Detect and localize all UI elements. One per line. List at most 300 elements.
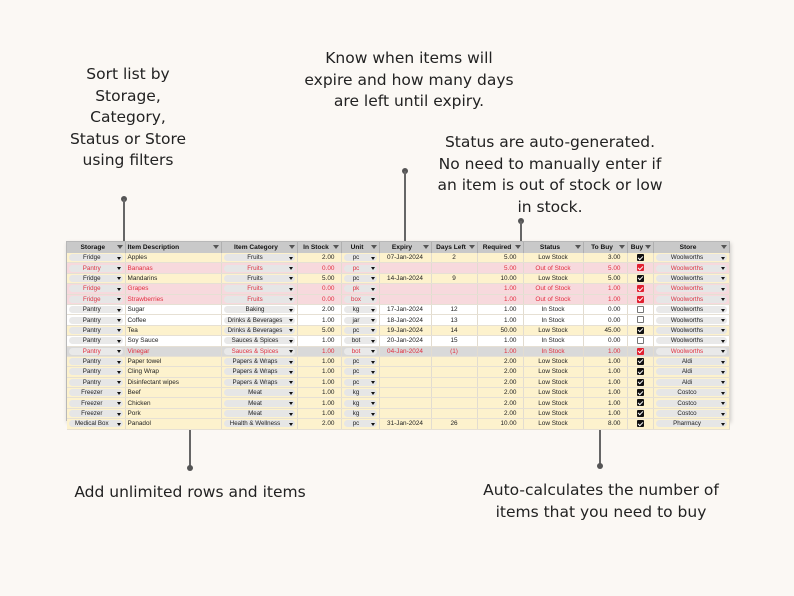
in-stock-cell[interactable]: 1.00 bbox=[297, 315, 341, 325]
item-description-cell[interactable]: Panadol bbox=[125, 419, 221, 429]
callout-line: using filters bbox=[82, 151, 174, 169]
category-select[interactable] bbox=[224, 296, 295, 303]
category-select[interactable] bbox=[224, 389, 295, 396]
required-cell[interactable]: 2.00 bbox=[477, 388, 523, 398]
in-stock-cell[interactable]: 1.00 bbox=[297, 388, 341, 398]
table-row bbox=[67, 398, 729, 408]
item-description-cell[interactable]: Vinegar bbox=[125, 346, 221, 356]
buy-checkbox[interactable] bbox=[637, 410, 644, 417]
required-cell[interactable]: 1.00 bbox=[477, 284, 523, 294]
buy-checkbox[interactable] bbox=[637, 348, 644, 355]
category-select[interactable] bbox=[224, 358, 295, 365]
item-description-cell[interactable]: Beef bbox=[125, 388, 221, 398]
required-cell[interactable]: 1.00 bbox=[477, 315, 523, 325]
status-cell[interactable]: Low Stock bbox=[523, 273, 583, 283]
store-select[interactable] bbox=[656, 400, 727, 407]
item-description-cell[interactable]: Mandarins bbox=[125, 273, 221, 283]
required-cell[interactable]: 2.00 bbox=[477, 367, 523, 377]
category-select-value: Fruits bbox=[247, 295, 263, 303]
required-cell[interactable]: 2.00 bbox=[477, 408, 523, 418]
storage-cell bbox=[67, 315, 125, 325]
callout-line: items that you need to buy bbox=[495, 502, 707, 521]
storage-select[interactable] bbox=[69, 275, 123, 282]
callout-unlimited-rows bbox=[40, 482, 340, 504]
store-select-value: Costco bbox=[677, 399, 697, 407]
table-row bbox=[67, 284, 729, 294]
category-select[interactable] bbox=[224, 265, 295, 272]
category-select[interactable] bbox=[224, 379, 295, 386]
dropdown-arrow-icon bbox=[721, 413, 725, 416]
to-buy-cell[interactable]: 1.00 bbox=[583, 367, 627, 377]
expiry-cell[interactable]: 17-Jan-2024 bbox=[379, 304, 431, 314]
store-select[interactable] bbox=[656, 337, 727, 344]
filter-dropdown-icon[interactable] bbox=[469, 245, 475, 249]
category-select[interactable] bbox=[224, 275, 295, 282]
callout-expiry bbox=[294, 48, 524, 113]
to-buy-cell[interactable]: 5.00 bbox=[583, 263, 627, 273]
buy-checkbox[interactable] bbox=[637, 285, 644, 292]
category-select[interactable] bbox=[224, 285, 295, 292]
storage-select[interactable] bbox=[69, 368, 123, 375]
category-select[interactable] bbox=[224, 327, 295, 334]
store-select[interactable] bbox=[656, 296, 727, 303]
store-select[interactable] bbox=[656, 389, 727, 396]
days-left-cell[interactable] bbox=[431, 294, 477, 304]
expiry-cell[interactable] bbox=[379, 294, 431, 304]
table-row bbox=[67, 419, 729, 429]
buy-checkbox[interactable] bbox=[637, 327, 644, 334]
dropdown-arrow-icon bbox=[721, 371, 725, 374]
expiry-cell[interactable]: 07-Jan-2024 bbox=[379, 253, 431, 263]
store-select-value: Costco bbox=[677, 410, 697, 418]
status-cell[interactable]: In Stock bbox=[523, 346, 583, 356]
category-select[interactable] bbox=[224, 306, 295, 313]
store-cell bbox=[653, 346, 729, 356]
unit-select[interactable] bbox=[344, 337, 377, 344]
filter-dropdown-icon[interactable] bbox=[645, 245, 651, 249]
storage-select[interactable] bbox=[69, 254, 123, 261]
item-description-cell[interactable]: Sugar bbox=[125, 304, 221, 314]
store-select[interactable] bbox=[656, 420, 727, 427]
buy-checkbox[interactable] bbox=[637, 379, 644, 386]
expiry-cell[interactable] bbox=[379, 284, 431, 294]
unit-select[interactable] bbox=[344, 254, 377, 261]
to-buy-cell[interactable]: 1.00 bbox=[583, 398, 627, 408]
dropdown-arrow-icon bbox=[721, 350, 725, 353]
dropdown-arrow-icon bbox=[371, 288, 375, 291]
unit-select[interactable] bbox=[344, 368, 377, 375]
to-buy-cell[interactable]: 1.00 bbox=[583, 346, 627, 356]
item-description-cell[interactable]: Cling Wrap bbox=[125, 367, 221, 377]
item-description-cell[interactable]: Chicken bbox=[125, 398, 221, 408]
column-header-label: Required bbox=[482, 244, 512, 251]
required-cell[interactable]: 1.00 bbox=[477, 346, 523, 356]
in-stock-cell[interactable]: 1.00 bbox=[297, 356, 341, 366]
required-cell[interactable]: 1.00 bbox=[477, 336, 523, 346]
to-buy-cell[interactable]: 1.00 bbox=[583, 284, 627, 294]
to-buy-cell[interactable]: 0.00 bbox=[583, 336, 627, 346]
buy-checkbox[interactable] bbox=[637, 358, 644, 365]
column-header-label: Storage bbox=[80, 244, 106, 251]
to-buy-cell[interactable]: 0.00 bbox=[583, 304, 627, 314]
item-description-cell[interactable]: Apples bbox=[125, 253, 221, 263]
filter-dropdown-icon[interactable] bbox=[575, 245, 581, 249]
table-row bbox=[67, 273, 729, 283]
status-cell[interactable]: Low Stock bbox=[523, 377, 583, 387]
category-select[interactable] bbox=[224, 317, 295, 324]
required-cell[interactable]: 1.00 bbox=[477, 294, 523, 304]
buy-cell bbox=[627, 294, 653, 304]
storage-select[interactable] bbox=[69, 285, 123, 292]
status-cell[interactable]: In Stock bbox=[523, 304, 583, 314]
buy-cell bbox=[627, 398, 653, 408]
item-description-cell[interactable]: Pork bbox=[125, 408, 221, 418]
expiry-cell[interactable]: 20-Jan-2024 bbox=[379, 336, 431, 346]
status-cell[interactable]: Low Stock bbox=[523, 398, 583, 408]
store-select[interactable] bbox=[656, 275, 727, 282]
in-stock-cell[interactable]: 1.00 bbox=[297, 398, 341, 408]
unit-cell bbox=[341, 315, 379, 325]
store-cell bbox=[653, 263, 729, 273]
store-select[interactable] bbox=[656, 265, 727, 272]
dropdown-arrow-icon bbox=[371, 361, 375, 364]
expiry-cell[interactable]: 31-Jan-2024 bbox=[379, 419, 431, 429]
to-buy-cell[interactable]: 8.00 bbox=[583, 419, 627, 429]
storage-select[interactable] bbox=[69, 358, 123, 365]
category-cell bbox=[221, 263, 297, 273]
required-cell[interactable]: 1.00 bbox=[477, 304, 523, 314]
days-left-cell[interactable] bbox=[431, 388, 477, 398]
store-select-value: Woolworths bbox=[670, 285, 704, 293]
in-stock-cell[interactable]: 1.00 bbox=[297, 336, 341, 346]
days-left-cell[interactable]: 14 bbox=[431, 325, 477, 335]
unit-cell bbox=[341, 356, 379, 366]
required-cell[interactable]: 5.00 bbox=[477, 253, 523, 263]
required-cell[interactable]: 10.00 bbox=[477, 419, 523, 429]
status-cell[interactable]: Out of Stock bbox=[523, 284, 583, 294]
storage-select[interactable] bbox=[69, 389, 123, 396]
buy-checkbox[interactable] bbox=[637, 264, 644, 271]
filter-dropdown-icon[interactable] bbox=[423, 245, 429, 249]
required-cell[interactable]: 2.00 bbox=[477, 377, 523, 387]
days-left-cell[interactable]: 2 bbox=[431, 253, 477, 263]
status-cell[interactable]: Low Stock bbox=[523, 408, 583, 418]
buy-checkbox[interactable] bbox=[637, 316, 644, 323]
category-select-value: Drinks & Beverages bbox=[227, 316, 283, 324]
storage-select[interactable] bbox=[69, 265, 123, 272]
dropdown-arrow-icon bbox=[721, 309, 725, 312]
column-header-label: Unit bbox=[350, 244, 364, 251]
buy-checkbox[interactable] bbox=[637, 296, 644, 303]
unit-select[interactable] bbox=[344, 358, 377, 365]
in-stock-cell[interactable]: 0.00 bbox=[297, 284, 341, 294]
storage-select[interactable] bbox=[69, 296, 123, 303]
column-header-label: Days Left bbox=[436, 244, 466, 251]
unit-select[interactable] bbox=[344, 296, 377, 303]
unit-cell bbox=[341, 336, 379, 346]
store-select[interactable] bbox=[656, 285, 727, 292]
item-description-cell[interactable]: Coffee bbox=[125, 315, 221, 325]
in-stock-cell[interactable]: 0.00 bbox=[297, 263, 341, 273]
expiry-cell[interactable] bbox=[379, 263, 431, 273]
category-select-value: Papers & Wraps bbox=[232, 368, 278, 376]
status-cell[interactable]: Out of Stock bbox=[523, 294, 583, 304]
to-buy-cell[interactable]: 1.00 bbox=[583, 408, 627, 418]
status-cell[interactable]: Low Stock bbox=[523, 253, 583, 263]
days-left-cell[interactable]: 15 bbox=[431, 336, 477, 346]
unit-select-value: bot bbox=[351, 337, 361, 345]
to-buy-cell[interactable]: 1.00 bbox=[583, 356, 627, 366]
store-cell bbox=[653, 377, 729, 387]
to-buy-cell[interactable]: 45.00 bbox=[583, 325, 627, 335]
store-select[interactable] bbox=[656, 379, 727, 386]
filter-dropdown-icon[interactable] bbox=[371, 245, 377, 249]
item-description-cell[interactable]: Soy Sauce bbox=[125, 336, 221, 346]
store-select-value: Woolworths bbox=[670, 326, 704, 334]
category-select[interactable] bbox=[224, 400, 295, 407]
store-select[interactable] bbox=[656, 410, 727, 417]
category-select[interactable] bbox=[224, 348, 295, 355]
storage-select[interactable] bbox=[69, 306, 123, 313]
store-cell bbox=[653, 398, 729, 408]
category-select-value: Fruits bbox=[247, 264, 263, 272]
in-stock-cell[interactable]: 2.00 bbox=[297, 304, 341, 314]
days-left-cell[interactable] bbox=[431, 408, 477, 418]
store-select[interactable] bbox=[656, 348, 727, 355]
dropdown-arrow-icon bbox=[117, 340, 121, 343]
storage-select[interactable] bbox=[69, 317, 123, 324]
storage-select-value: Pantry bbox=[82, 358, 101, 366]
store-select[interactable] bbox=[656, 306, 727, 313]
to-buy-cell[interactable]: 5.00 bbox=[583, 273, 627, 283]
category-select[interactable] bbox=[224, 368, 295, 375]
storage-cell bbox=[67, 253, 125, 263]
store-cell bbox=[653, 253, 729, 263]
filter-dropdown-icon[interactable] bbox=[117, 245, 123, 249]
expiry-cell[interactable] bbox=[379, 377, 431, 387]
status-cell[interactable]: Low Stock bbox=[523, 388, 583, 398]
column-header bbox=[341, 242, 379, 253]
in-stock-cell[interactable]: 5.00 bbox=[297, 325, 341, 335]
item-description-cell[interactable]: Paper towel bbox=[125, 356, 221, 366]
unit-select-value: bot bbox=[351, 347, 361, 355]
column-header-label: Store bbox=[679, 244, 697, 251]
expiry-cell[interactable] bbox=[379, 356, 431, 366]
column-header bbox=[583, 242, 627, 253]
dropdown-arrow-icon bbox=[289, 257, 293, 260]
filter-dropdown-icon[interactable] bbox=[619, 245, 625, 249]
days-left-cell[interactable] bbox=[431, 398, 477, 408]
unit-select[interactable] bbox=[344, 400, 377, 407]
buy-checkbox[interactable] bbox=[637, 389, 644, 396]
required-cell[interactable]: 2.00 bbox=[477, 356, 523, 366]
connector-dot-rows-bottom bbox=[187, 465, 193, 471]
expiry-cell[interactable] bbox=[379, 388, 431, 398]
dropdown-arrow-icon bbox=[371, 329, 375, 332]
store-select[interactable] bbox=[656, 368, 727, 375]
in-stock-cell[interactable]: 1.00 bbox=[297, 346, 341, 356]
expiry-cell[interactable] bbox=[379, 367, 431, 377]
expiry-cell[interactable]: 18-Jan-2024 bbox=[379, 315, 431, 325]
in-stock-cell[interactable]: 5.00 bbox=[297, 273, 341, 283]
dropdown-arrow-icon bbox=[117, 257, 121, 260]
buy-cell bbox=[627, 315, 653, 325]
days-left-cell[interactable]: 12 bbox=[431, 304, 477, 314]
column-header-label: Buy bbox=[630, 244, 644, 251]
dropdown-arrow-icon bbox=[117, 402, 121, 405]
callout-line: Storage, bbox=[95, 86, 161, 105]
item-description-cell[interactable]: Bananas bbox=[125, 263, 221, 273]
unit-select-value: pc bbox=[352, 358, 360, 366]
category-select[interactable] bbox=[224, 410, 295, 417]
buy-checkbox[interactable] bbox=[637, 337, 644, 344]
table-row bbox=[67, 377, 729, 387]
buy-cell bbox=[627, 304, 653, 314]
buy-checkbox[interactable] bbox=[637, 254, 644, 261]
days-left-cell[interactable] bbox=[431, 284, 477, 294]
category-cell bbox=[221, 304, 297, 314]
in-stock-cell[interactable]: 1.00 bbox=[297, 377, 341, 387]
storage-select[interactable] bbox=[69, 337, 123, 344]
category-select-value: Fruits bbox=[247, 254, 263, 262]
storage-cell bbox=[67, 367, 125, 377]
dropdown-arrow-icon bbox=[289, 267, 293, 270]
required-cell[interactable]: 50.00 bbox=[477, 325, 523, 335]
callout-line: an item is out of stock or low bbox=[437, 176, 663, 194]
column-header bbox=[297, 242, 341, 253]
store-select-value: Woolworths bbox=[670, 264, 704, 272]
item-description-cell[interactable]: Tea bbox=[125, 325, 221, 335]
store-select[interactable] bbox=[656, 358, 727, 365]
status-cell[interactable]: Low Stock bbox=[523, 367, 583, 377]
buy-checkbox[interactable] bbox=[637, 306, 644, 313]
unit-select[interactable] bbox=[344, 317, 377, 324]
expiry-cell[interactable]: 19-Jan-2024 bbox=[379, 325, 431, 335]
filter-dropdown-icon[interactable] bbox=[289, 245, 295, 249]
expiry-cell[interactable] bbox=[379, 408, 431, 418]
unit-select[interactable] bbox=[344, 379, 377, 386]
days-left-cell[interactable] bbox=[431, 367, 477, 377]
status-cell[interactable]: Low Stock bbox=[523, 356, 583, 366]
storage-cell bbox=[67, 336, 125, 346]
dropdown-arrow-icon bbox=[289, 371, 293, 374]
to-buy-cell[interactable]: 0.00 bbox=[583, 315, 627, 325]
required-cell[interactable]: 5.00 bbox=[477, 263, 523, 273]
storage-select[interactable] bbox=[69, 379, 123, 386]
to-buy-cell[interactable]: 1.00 bbox=[583, 294, 627, 304]
storage-select-value: Pantry bbox=[82, 264, 101, 272]
buy-checkbox[interactable] bbox=[637, 368, 644, 375]
expiry-cell[interactable]: 04-Jan-2024 bbox=[379, 346, 431, 356]
unit-select[interactable] bbox=[344, 285, 377, 292]
item-description-cell[interactable]: Disinfectant wipes bbox=[125, 377, 221, 387]
days-left-cell[interactable]: 13 bbox=[431, 315, 477, 325]
store-select[interactable] bbox=[656, 317, 727, 324]
unit-select[interactable] bbox=[344, 420, 377, 427]
in-stock-cell[interactable]: 1.00 bbox=[297, 408, 341, 418]
store-select[interactable] bbox=[656, 254, 727, 261]
category-select[interactable] bbox=[224, 254, 295, 261]
storage-select[interactable] bbox=[69, 420, 123, 427]
item-description-cell[interactable]: Grapes bbox=[125, 284, 221, 294]
filter-dropdown-icon[interactable] bbox=[515, 245, 521, 249]
category-select[interactable] bbox=[224, 420, 295, 427]
expiry-cell[interactable]: 14-Jan-2024 bbox=[379, 273, 431, 283]
days-left-cell[interactable] bbox=[431, 377, 477, 387]
days-left-cell[interactable]: (1) bbox=[431, 346, 477, 356]
store-select-value: Aldi bbox=[681, 358, 693, 366]
required-cell[interactable]: 10.00 bbox=[477, 273, 523, 283]
unit-select[interactable] bbox=[344, 389, 377, 396]
unit-select[interactable] bbox=[344, 275, 377, 282]
filter-dropdown-icon[interactable] bbox=[333, 245, 339, 249]
days-left-cell[interactable]: 26 bbox=[431, 419, 477, 429]
category-select-value: Fruits bbox=[247, 274, 263, 282]
table-row bbox=[67, 408, 729, 418]
dropdown-arrow-icon bbox=[371, 402, 375, 405]
buy-checkbox[interactable] bbox=[637, 399, 644, 406]
unit-select[interactable] bbox=[344, 306, 377, 313]
unit-select[interactable] bbox=[344, 410, 377, 417]
dropdown-arrow-icon bbox=[721, 298, 725, 301]
status-cell[interactable]: Out of Stock bbox=[523, 263, 583, 273]
store-select[interactable] bbox=[656, 327, 727, 334]
dropdown-arrow-icon bbox=[117, 298, 121, 301]
storage-select[interactable] bbox=[69, 410, 123, 417]
in-stock-cell[interactable]: 0.00 bbox=[297, 294, 341, 304]
filter-dropdown-icon[interactable] bbox=[721, 245, 727, 249]
to-buy-cell[interactable]: 1.00 bbox=[583, 377, 627, 387]
in-stock-cell[interactable]: 1.00 bbox=[297, 367, 341, 377]
buy-cell bbox=[627, 284, 653, 294]
buy-checkbox[interactable] bbox=[637, 275, 644, 282]
status-cell[interactable]: In Stock bbox=[523, 336, 583, 346]
status-cell[interactable]: Low Stock bbox=[523, 325, 583, 335]
storage-cell bbox=[67, 263, 125, 273]
days-left-cell[interactable] bbox=[431, 263, 477, 273]
storage-select[interactable] bbox=[69, 348, 123, 355]
storage-select[interactable] bbox=[69, 327, 123, 334]
store-cell bbox=[653, 273, 729, 283]
callout-line: Status or Store bbox=[69, 129, 187, 148]
expiry-cell[interactable] bbox=[379, 398, 431, 408]
column-header bbox=[125, 242, 221, 253]
buy-checkbox[interactable] bbox=[637, 420, 644, 427]
days-left-cell[interactable] bbox=[431, 356, 477, 366]
unit-select[interactable] bbox=[344, 265, 377, 272]
inventory-table bbox=[67, 242, 730, 430]
storage-select[interactable] bbox=[69, 400, 123, 407]
in-stock-cell[interactable]: 2.00 bbox=[297, 419, 341, 429]
filter-dropdown-icon[interactable] bbox=[213, 245, 219, 249]
item-description-cell[interactable]: Strawberries bbox=[125, 294, 221, 304]
in-stock-cell[interactable]: 2.00 bbox=[297, 253, 341, 263]
category-cell bbox=[221, 398, 297, 408]
to-buy-cell[interactable]: 3.00 bbox=[583, 253, 627, 263]
category-cell bbox=[221, 388, 297, 398]
status-cell[interactable]: Low Stock bbox=[523, 419, 583, 429]
unit-select[interactable] bbox=[344, 348, 377, 355]
category-select[interactable] bbox=[224, 337, 295, 344]
store-select-value: Pharmacy bbox=[673, 420, 701, 428]
to-buy-cell[interactable]: 1.00 bbox=[583, 388, 627, 398]
dropdown-arrow-icon bbox=[117, 267, 121, 270]
unit-select[interactable] bbox=[344, 327, 377, 334]
required-cell[interactable]: 2.00 bbox=[477, 398, 523, 408]
days-left-cell[interactable]: 9 bbox=[431, 273, 477, 283]
category-select-value: Drinks & Beverages bbox=[227, 326, 283, 334]
status-cell[interactable]: In Stock bbox=[523, 315, 583, 325]
